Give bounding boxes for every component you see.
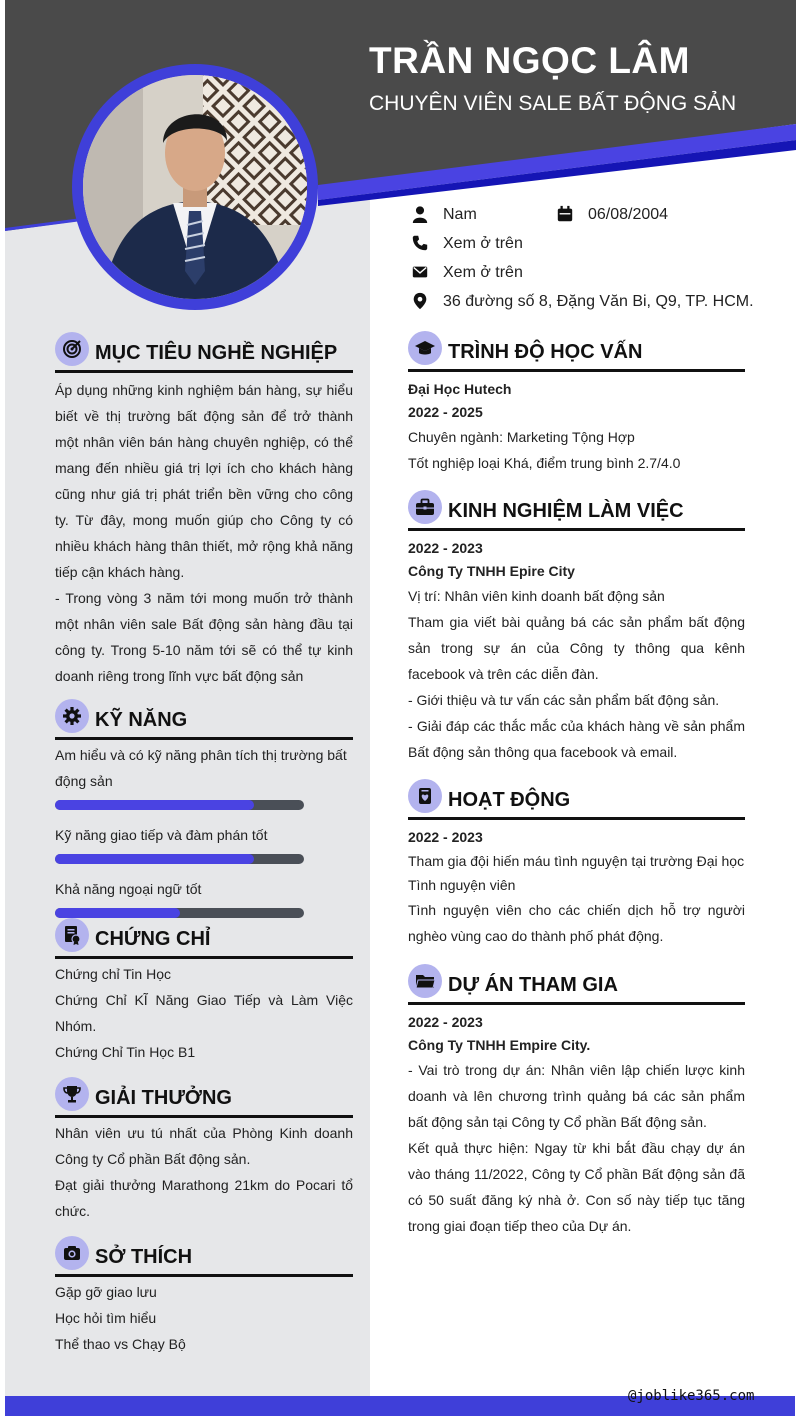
skills-header [55, 699, 353, 740]
award-item: Nhân viên ưu tú nhất của Phòng Kinh doanh Công ty Cổ phần Bất động sản. [55, 1125, 353, 1167]
projects-title: DỰ ÁN THAM GIA [448, 974, 618, 996]
calendar-icon [556, 205, 574, 223]
certificate-item: Chứng chỉ Tin Học [55, 966, 171, 982]
target-icon [55, 332, 89, 366]
experience-line: - Giới thiệu và tư vấn các sản phẩm bất động sản. [408, 692, 720, 708]
certificate-item: Chứng Chỉ KĨ Năng Giao Tiếp và Làm Việc Nhóm. [55, 992, 353, 1034]
education-period: 2022 - 2025 [408, 404, 483, 420]
phone-icon [411, 234, 429, 252]
skill-bar-fill [55, 908, 180, 918]
education-line: Tốt nghiệp loại Khá, điểm trung bình 2.7/4.0 [408, 455, 681, 471]
camera-icon [55, 1236, 89, 1270]
avatar [83, 75, 307, 299]
hobby-item: Gặp gỡ giao lưu [55, 1284, 157, 1300]
birthdate-value: 06/08/2004 [588, 206, 669, 223]
briefcase-icon [408, 490, 442, 524]
address-value: 36 đường số 8, Đặng Văn Bi, Q9, TP. HCM. [443, 293, 754, 310]
project-line: - Vai trò trong dự án: Nhân viên lập chiến lược kinh doanh và lên chương trình quảng bá các sản phẩm bất động sản tại Công ty Cổ phần Bất động sản. [408, 1062, 745, 1130]
experience-company: Công Ty TNHH Epire City [408, 563, 575, 579]
experience-period: 2022 - 2023 [408, 540, 483, 556]
job-title: CHUYÊN VIÊN SALE BẤT ĐỘNG SẢN [369, 92, 737, 115]
objective-paragraph: Áp dụng những kinh nghiệm bán hàng, sự hiểu biết về thị trường bất động sản để trở thành một nhân viên bán hàng chuyên nghiệp, có thể mang đến nhiều giá trị lợi ích cho khách hàng cũng như giá trị phát triển bền vững cho công ty. Từ đây, mong muốn giúp cho Công ty có nhiều khách hàng thân thiết, mở rộng khả năng tiếp cận khách hàng. [55, 382, 353, 580]
education-line: Chuyên ngành: Marketing Tộng Hợp [408, 429, 635, 445]
school-name: Đại Học Hutech [408, 381, 512, 397]
education-title: TRÌNH ĐỘ HỌC VẤN [448, 341, 643, 363]
gear-icon [55, 699, 89, 733]
certificate-icon [55, 918, 89, 952]
skill-bar-fill [55, 854, 254, 864]
experience-line: Tham gia viết bài quảng bá các sản phẩm bất động sản trong sự án của Công ty thông qua kênh facebook và trên các diễn đàn. [408, 614, 745, 682]
certificates-title: CHỨNG CHỈ [95, 928, 211, 950]
user-icon [411, 205, 429, 223]
hobbies-title: SỞ THÍCH [95, 1246, 193, 1268]
education-header [408, 331, 745, 372]
projects-header [408, 964, 745, 1005]
objective-title: MỤC TIÊU NGHỀ NGHIỆP [95, 342, 338, 364]
hobbies-section [55, 1236, 353, 1357]
skill-bar [55, 800, 304, 810]
awards-section [55, 1077, 353, 1224]
email-icon [411, 263, 429, 281]
awards-title: GIẢI THƯỞNG [95, 1087, 232, 1109]
email-value: Xem ở trên [443, 264, 523, 281]
candidate-name: TRẦN NGỌC LÂM [369, 40, 690, 81]
activity-line: Tình nguyện viên cho các chiến dịch hỗ trợ người nghèo vùng cao do thành phố phát động. [408, 902, 745, 944]
trophy-icon [55, 1077, 89, 1111]
activities-header [408, 779, 745, 820]
hobby-item: Học hỏi tìm hiểu [55, 1310, 157, 1326]
experience-header [408, 490, 745, 531]
skill-label: Khả năng ngoại ngữ tốt [55, 881, 202, 897]
awards-header [55, 1077, 353, 1118]
experience-title: KINH NGHIỆM LÀM VIỆC [448, 500, 684, 522]
certificate-item: Chứng Chỉ Tin Học B1 [55, 1044, 196, 1060]
phone-value: Xem ở trên [443, 235, 523, 252]
projects-period: 2022 - 2023 [408, 1014, 483, 1030]
location-icon [411, 292, 429, 310]
skill-bar [55, 908, 304, 918]
folder-icon [408, 964, 442, 998]
skills-title: KỸ NĂNG [95, 709, 188, 731]
hobby-item: Thể thao vs Chạy Bộ [55, 1336, 186, 1352]
gender-value: Nam [443, 206, 477, 223]
graduation-cap-icon [408, 331, 442, 365]
skill-bar [55, 854, 304, 864]
watermark: @joblike365.com [628, 1388, 755, 1404]
projects-company: Công Ty TNHH Empire City. [408, 1037, 591, 1053]
certificates-header [55, 918, 353, 959]
skills-section [55, 699, 353, 930]
hobbies-header [55, 1236, 353, 1277]
project-line: Kết quả thực hiện: Ngay từ khi bắt đầu chạy dự án vào tháng 11/2022, Công ty Cổ phần Bất động sản đã có 50 suất đăng ký nhà ở. Con số này tiếp tục tăng trong giai đoạn tiếp theo của Dự án. [408, 1140, 745, 1234]
certificates-section [55, 918, 353, 1065]
activities-period: 2022 - 2023 [408, 829, 483, 845]
skill-label: Kỹ năng giao tiếp và đàm phán tốt [55, 827, 268, 843]
objective-paragraph: - Trong vòng 3 năm tới mong muốn trở thành một nhân viên sale Bất động sản hàng đầu tại công ty. Trong 5-10 năm tới sẽ có thể tự kinh doanh riêng trong lĩnh vực bất động sản [55, 590, 353, 684]
skill-label: Am hiểu và có kỹ năng phân tích thị trường bất động sản [55, 747, 347, 789]
objective-header [55, 332, 353, 373]
experience-section [408, 490, 745, 765]
activities-section [408, 779, 745, 949]
experience-line: Vị trí: Nhân viên kinh doanh bất động sản [408, 588, 665, 604]
skill-bar-fill [55, 800, 254, 810]
badge-heart-icon [408, 779, 442, 813]
education-section [408, 331, 745, 476]
award-item: Đạt giải thưởng Marathong 21km do Pocari tổ chức. [55, 1177, 353, 1219]
activity-line: Tham gia đội hiến máu tình nguyện tại trường Đại học [408, 853, 745, 869]
projects-section [408, 964, 745, 1239]
experience-line: - Giải đáp các thắc mắc của khách hàng về sản phẩm Bất động sản thông qua facebook và email. [408, 718, 745, 760]
activity-line: Tình nguyện viên [408, 877, 516, 893]
objective-section [55, 332, 353, 689]
activities-title: HOẠT ĐỘNG [448, 789, 571, 811]
